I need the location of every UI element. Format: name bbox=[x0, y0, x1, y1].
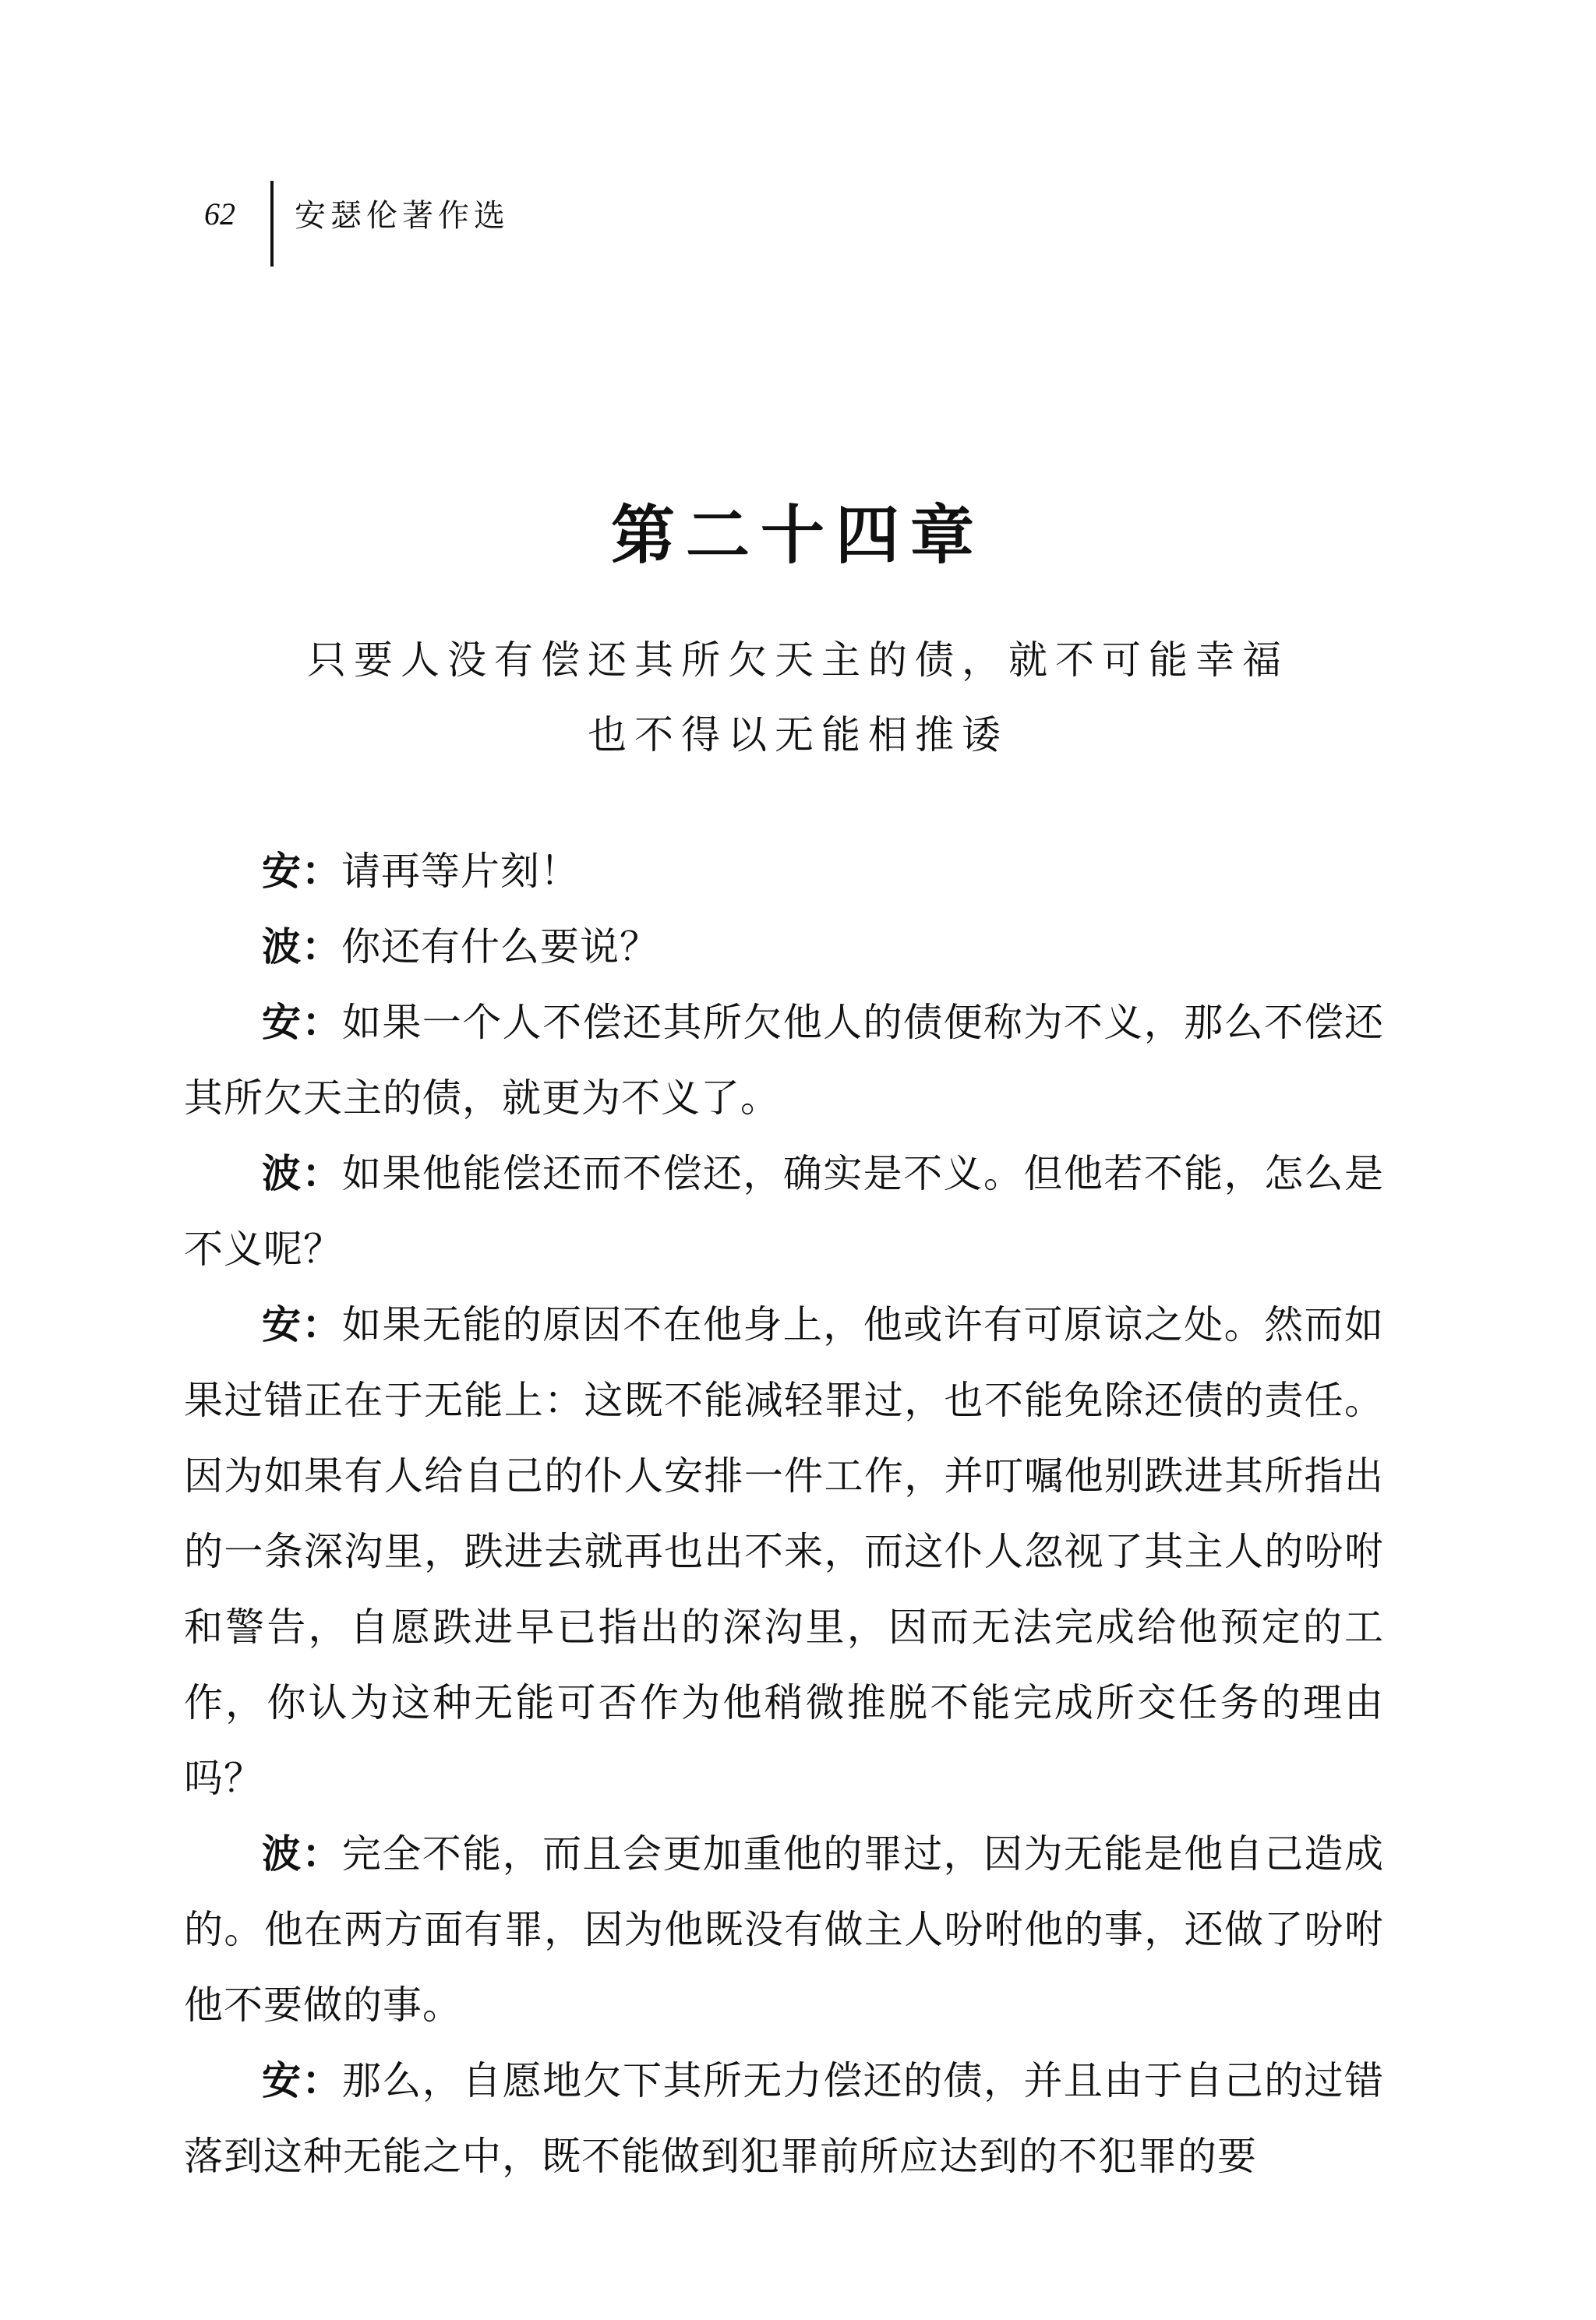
dialogue-paragraph bbox=[184, 1817, 1384, 2043]
chapter-title: 第二十四章 bbox=[610, 499, 985, 573]
speaker-label: 波： bbox=[262, 924, 341, 969]
dialogue-text: 你还有什么要说？ bbox=[341, 924, 659, 969]
speaker-label: 波： bbox=[262, 1831, 342, 1877]
dialogue-paragraph bbox=[184, 909, 1384, 985]
dialogue-text: 完全不能，而且会更加重他的罪过，因为无能是他自己造成的。他在两方面有罪，因为他既没有做主人吩咐他的事，还做了吩咐他不要做的事。 bbox=[184, 1831, 1385, 2028]
dialogue-text: 如果他能偿还而不偿还，确实是不义。但他若不能，怎么是不义呢？ bbox=[184, 1151, 1385, 1272]
speaker-label: 波： bbox=[262, 1151, 342, 1196]
dialogue-paragraph bbox=[184, 985, 1384, 1136]
dialogue-paragraph bbox=[184, 834, 1384, 909]
dialogue-paragraph bbox=[184, 1287, 1384, 1817]
dialogue-body bbox=[184, 834, 1384, 2195]
speaker-label: 安： bbox=[262, 1302, 342, 1347]
dialogue-text: 请再等片刻！ bbox=[341, 849, 580, 894]
dialogue-text: 那么，自愿地欠下其所无力偿还的债，并且由于自己的过错落到这种无能之中，既不能做到犯罪前所应达到的不犯罪的要 bbox=[184, 2058, 1385, 2179]
running-header-title: 安瑟伦著作选 bbox=[295, 198, 510, 234]
chapter-subtitle-line-1: 只要人没有偿还其所欠天主的债，就不可能幸福 bbox=[307, 637, 1289, 683]
dialogue-paragraph bbox=[184, 2043, 1384, 2195]
dialogue-paragraph bbox=[184, 1136, 1384, 1287]
speaker-label: 安： bbox=[262, 2058, 342, 2103]
speaker-label: 安： bbox=[262, 1000, 342, 1045]
header-divider bbox=[270, 181, 274, 267]
dialogue-text: 如果一个人不偿还其所欠他人的债便称为不义，那么不偿还其所欠天主的债，就更为不义了。 bbox=[184, 1000, 1385, 1121]
page-number: 62 bbox=[204, 196, 235, 231]
speaker-label: 安： bbox=[262, 849, 341, 894]
chapter-subtitle-line-2: 也不得以无能相推诿 bbox=[588, 712, 1008, 757]
dialogue-text: 如果无能的原因不在他身上，他或许有可原谅之处。然而如果过错正在于无能上：这既不能减轻罪过，也不能免除还债的责任。因为如果有人给自己的仆人安排一件工作，并叮嘱他别跌进其所指出的一条深沟里，跌进去就再也出不来，而这仆人忽视了其主人的吩咐和警告，自愿跌进早已指出的深沟里，因而无法完成给他预定的工作，你认为这种无能可否作为他稍微推脱不能完成所交任务的理由吗？ bbox=[184, 1302, 1385, 1801]
